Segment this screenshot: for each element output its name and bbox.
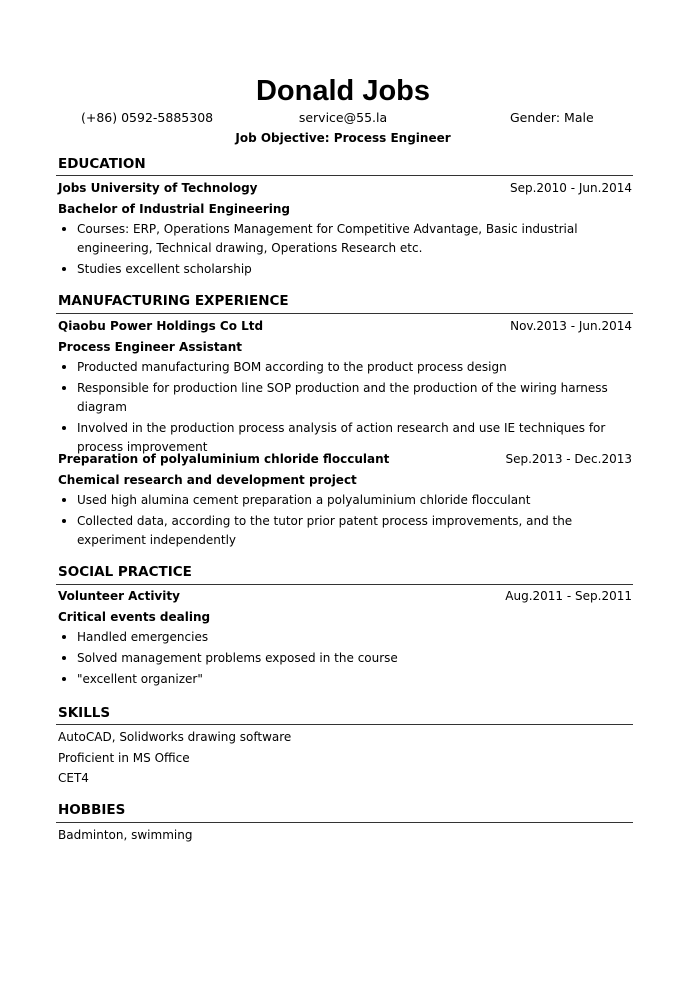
list-item: Courses: ERP, Operations Management for Competitive Advantage, Basic industrial engineering, Technical drawing, Operations Research etc. [58,220,618,258]
hobbies-divider [56,822,633,823]
education-dates: Sep.2010 - Jun.2014 [509,181,632,195]
skills-list [58,727,291,789]
education-divider [56,175,633,176]
email-address: service@55.la [298,110,388,125]
experience-org: Qiaobu Power Holdings Co Ltd [58,319,264,333]
experience-role: Process Engineer Assistant [58,340,242,354]
list-item: Badminton, swimming [58,828,193,842]
bullet-icon [62,635,66,639]
bullet-icon [62,498,66,502]
skills-divider [56,724,633,725]
experience-divider [56,313,633,314]
job-objective: Job Objective: Process Engineer [235,131,451,145]
experience-dates: Sep.2013 - Dec.2013 [505,452,632,466]
experience-role: Chemical research and development project [58,473,357,487]
social-heading: SOCIAL PRACTICE [58,564,192,580]
list-item: Solved management problems exposed in the course [58,649,618,668]
bullet-icon [62,227,66,231]
list-item: Involved in the production process analysis of action research and use IE techniques for process improvement [58,419,618,457]
list-item: Producted manufacturing BOM according to the product process design [58,358,618,377]
social-dates: Aug.2011 - Sep.2011 [505,589,632,603]
list-item: CET4 [58,771,89,785]
list-item: Proficient in MS Office [58,750,190,765]
gender: Gender: Male [510,110,594,125]
experience-heading: MANUFACTURING EXPERIENCE [58,293,289,309]
experience-bullets [58,491,618,552]
bullet-icon [62,365,66,369]
social-org: Volunteer Activity [58,589,180,603]
experience-org: Preparation of polyaluminium chloride flocculant [58,452,390,466]
education-degree: Bachelor of Industrial Engineering [58,202,291,216]
hobbies-list [58,825,192,846]
bullet-icon [62,386,66,390]
education-bullets [58,220,618,281]
bullet-icon [62,519,66,523]
bullet-icon [62,677,66,681]
social-divider [56,584,633,585]
social-role: Critical events dealing [58,610,211,624]
bullet-icon [62,267,66,271]
list-item: AutoCAD, Solidworks drawing software [58,730,292,744]
experience-dates: Nov.2013 - Jun.2014 [510,319,632,333]
candidate-name: Donald Jobs [255,75,430,107]
bullet-icon [62,656,66,660]
list-item: Responsible for production line SOP production and the production of the wiring harness diagram [58,379,618,417]
education-org: Jobs University of Technology [58,181,258,195]
skills-heading: SKILLS [58,705,111,721]
list-item: "excellent organizer" [58,670,618,689]
bullet-icon [62,426,66,430]
social-bullets [58,628,618,691]
list-item: Collected data, according to the tutor prior patent process improvements, and the experiment independently [58,512,618,550]
experience-bullets [58,358,618,459]
education-heading: EDUCATION [58,156,146,172]
hobbies-heading: HOBBIES [58,802,126,818]
list-item: Studies excellent scholarship [58,260,618,279]
list-item: Used high alumina cement preparation a polyaluminium chloride flocculant [58,491,618,510]
phone-number: (+86) 0592-5885308 [81,110,214,125]
list-item: Handled emergencies [58,628,618,647]
